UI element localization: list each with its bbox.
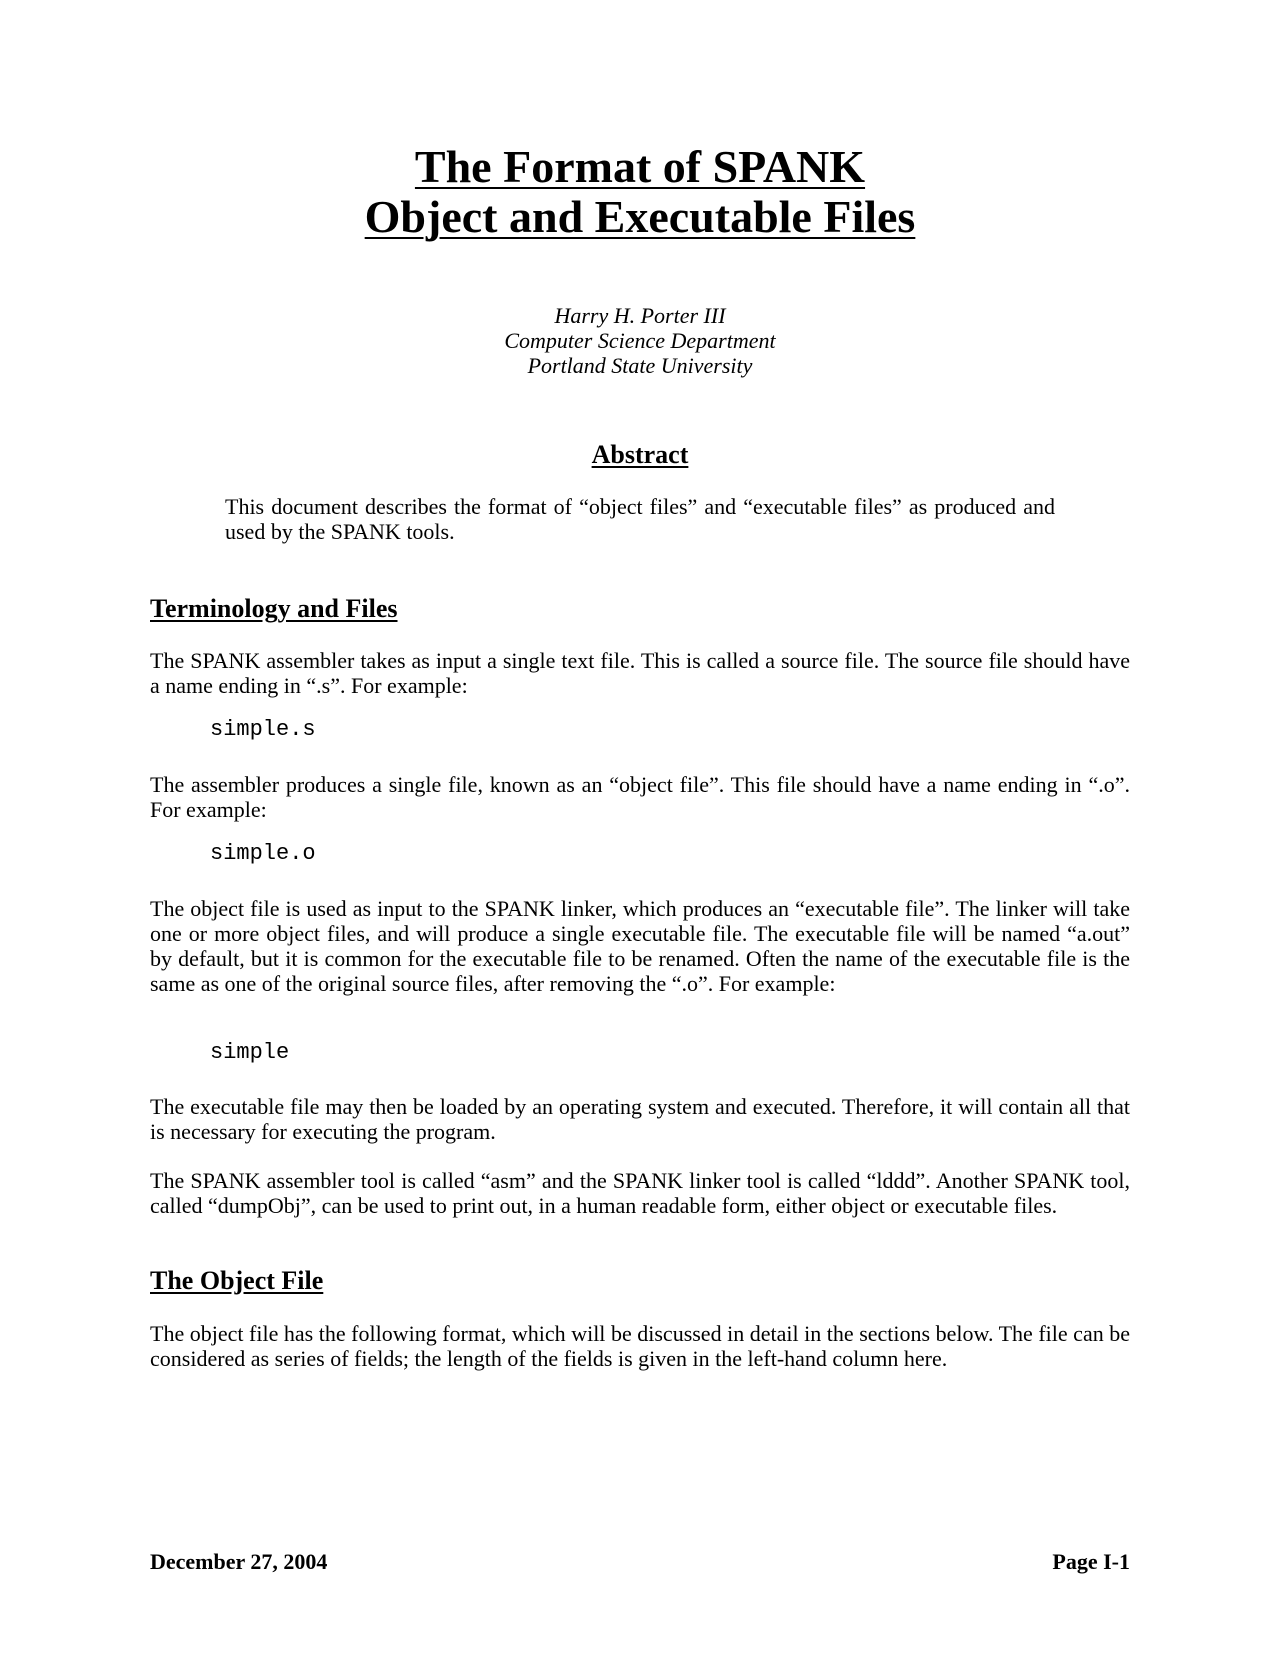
- author-department: Computer Science Department: [504, 328, 776, 353]
- title-line-2-text: Object and Executable Files: [364, 191, 916, 242]
- document-title: [0, 142, 1280, 242]
- title-line-1: [0, 142, 1280, 192]
- code-example-object: simple.o: [210, 841, 316, 866]
- title-line-2: [0, 192, 1280, 242]
- footer-page-number: Page I-1: [1052, 1549, 1130, 1574]
- code-example-source: simple.s: [210, 717, 316, 742]
- section-heading-object-file: The Object File: [150, 1266, 324, 1295]
- section-heading-terminology: Terminology and Files: [150, 594, 398, 623]
- author-name: Harry H. Porter III: [554, 303, 726, 328]
- title-line-1-text: The Format of SPANK: [414, 141, 866, 192]
- author-university: Portland State University: [527, 353, 753, 378]
- paragraph-execution: The executable file may then be loaded by an operating system and executed. Therefore, it will contain all that is necessary for executing the program.: [150, 1094, 1130, 1144]
- paragraph-tools: The SPANK assembler tool is called “asm” and the SPANK linker tool is called “lddd”. Another SPANK tool, called “dumpObj”, can be used to print out, in a human readable form, either object or executable files.: [150, 1168, 1130, 1218]
- footer-date: December 27, 2004: [150, 1549, 328, 1574]
- paragraph-executable-file: The object file is used as input to the SPANK linker, which produces an “executable file”. The linker will take one or more object files, and will produce a single executable file. The executable file will be named “a.out” by default, but it is common for the executable file to be renamed. Often the name of the executable file is the same as one of the original source files, after removing the “.o”. For example:: [150, 896, 1130, 996]
- author-info: [0, 303, 1280, 378]
- abstract-heading: Abstract: [591, 440, 689, 469]
- paragraph-source-file: The SPANK assembler takes as input a single text file. This is called a source file. The source file should have a name ending in “.s”. For example:: [150, 648, 1130, 698]
- paragraph-object-format: The object file has the following format, which will be discussed in detail in the sections below. The file can be considered as series of fields; the length of the fields is given in the left-hand column here.: [150, 1321, 1130, 1371]
- code-example-executable: simple: [210, 1040, 290, 1065]
- paragraph-object-file: The assembler produces a single file, known as an “object file”. This file should have a name ending in “.o”. For example:: [150, 772, 1130, 822]
- abstract-text: This document describes the format of “object files” and “executable files” as produced and used by the SPANK tools.: [225, 494, 1055, 544]
